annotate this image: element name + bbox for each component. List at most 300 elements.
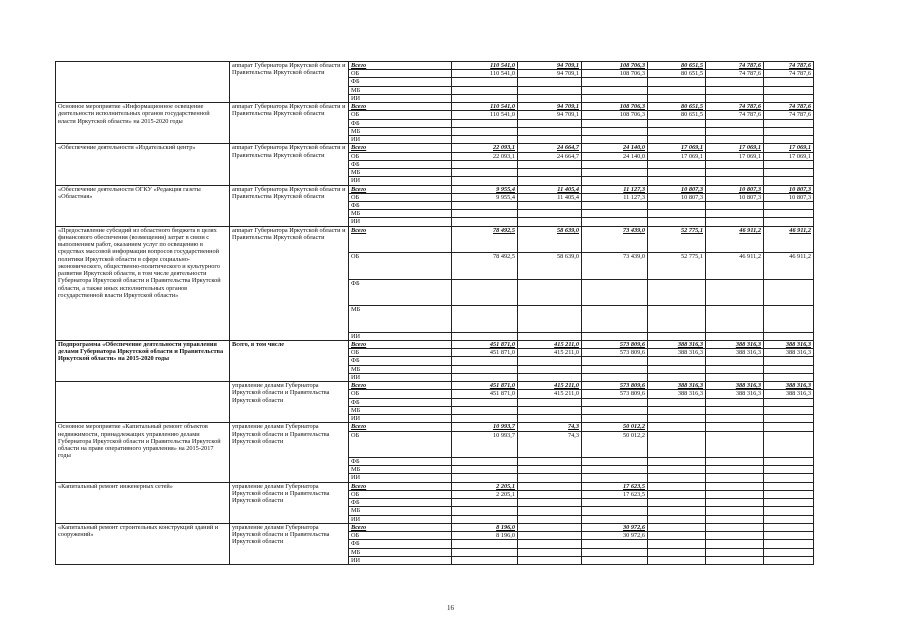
amount-cell: [764, 540, 814, 548]
amount-cell: [648, 423, 706, 431]
amount-cell: [764, 415, 814, 423]
amount-cell: 10 807,3: [648, 193, 706, 201]
amount-cell: [518, 415, 582, 423]
amount-cell: [648, 94, 706, 102]
amount-cell: 388 316,3: [764, 340, 814, 348]
amount-cell: [582, 210, 648, 218]
amount-cell: [648, 499, 706, 507]
funding-source: ОБ: [349, 111, 452, 119]
amount-cell: 74 787,6: [764, 70, 814, 78]
amount-cell: 80 651,5: [648, 111, 706, 119]
amount-cell: [452, 169, 518, 177]
amount-cell: [706, 357, 764, 365]
amount-cell: [706, 515, 764, 523]
amount-cell: [518, 94, 582, 102]
funding-source: ОБ: [349, 253, 452, 280]
amount-cell: [764, 136, 814, 144]
amount-cell: [648, 482, 706, 490]
amount-cell: [764, 127, 814, 135]
amount-cell: [648, 540, 706, 548]
amount-cell: [518, 210, 582, 218]
amount-cell: [518, 78, 582, 86]
amount-cell: [518, 406, 582, 414]
amount-cell: [706, 373, 764, 381]
amount-cell: 388 316,3: [764, 349, 814, 357]
funding-source: ФБ: [349, 540, 452, 548]
amount-cell: 573 809,6: [582, 382, 648, 390]
amount-cell: [706, 474, 764, 482]
funding-source: Всего: [349, 185, 452, 193]
amount-cell: [706, 490, 764, 498]
table-row: [56, 482, 814, 490]
amount-cell: [706, 136, 764, 144]
amount-cell: [452, 160, 518, 168]
amount-cell: 30 972,6: [582, 532, 648, 540]
amount-cell: [706, 499, 764, 507]
funding-source: ИИ: [349, 177, 452, 185]
amount-cell: [706, 201, 764, 209]
amount-cell: [706, 523, 764, 531]
amount-cell: [706, 86, 764, 94]
amount-cell: [648, 515, 706, 523]
amount-cell: [582, 556, 648, 564]
funding-source: МБ: [349, 466, 452, 474]
amount-cell: [764, 474, 814, 482]
amount-cell: 8 196,0: [452, 523, 518, 531]
amount-cell: 573 809,6: [582, 340, 648, 348]
amount-cell: [648, 119, 706, 127]
amount-cell: [452, 119, 518, 127]
amount-cell: [706, 332, 764, 340]
amount-cell: 50 012,2: [582, 423, 648, 431]
amount-cell: [452, 86, 518, 94]
funding-source: Всего: [349, 144, 452, 152]
amount-cell: [648, 523, 706, 531]
amount-cell: [582, 406, 648, 414]
amount-cell: [518, 507, 582, 515]
amount-cell: [764, 177, 814, 185]
funding-source: ИИ: [349, 474, 452, 482]
amount-cell: 415 211,0: [518, 382, 582, 390]
amount-cell: [518, 218, 582, 226]
funding-source: МБ: [349, 86, 452, 94]
amount-cell: [518, 548, 582, 556]
amount-cell: [706, 177, 764, 185]
amount-cell: [452, 306, 518, 333]
amount-cell: [648, 532, 706, 540]
amount-cell: [764, 507, 814, 515]
amount-cell: 17 069,1: [648, 144, 706, 152]
amount-cell: 74 787,6: [764, 62, 814, 70]
amount-cell: [648, 78, 706, 86]
table-body: [56, 62, 814, 565]
table-row: [56, 340, 814, 348]
amount-cell: [706, 94, 764, 102]
funding-source: Всего: [349, 423, 452, 431]
amount-cell: 94 709,1: [518, 111, 582, 119]
amount-cell: 46 911,2: [764, 253, 814, 280]
amount-cell: [452, 94, 518, 102]
amount-cell: 74 787,6: [706, 111, 764, 119]
amount-cell: [648, 218, 706, 226]
amount-cell: [518, 540, 582, 548]
amount-cell: [518, 332, 582, 340]
amount-cell: [518, 201, 582, 209]
amount-cell: 388 316,3: [648, 382, 706, 390]
amount-cell: 17 069,1: [648, 152, 706, 160]
amount-cell: [764, 398, 814, 406]
amount-cell: [518, 127, 582, 135]
amount-cell: 24 664,7: [518, 152, 582, 160]
amount-cell: [764, 431, 814, 458]
amount-cell: 24 664,7: [518, 144, 582, 152]
amount-cell: [764, 119, 814, 127]
amount-cell: [706, 548, 764, 556]
amount-cell: [648, 415, 706, 423]
amount-cell: [764, 406, 814, 414]
amount-cell: [764, 532, 814, 540]
funding-source: МБ: [349, 406, 452, 414]
amount-cell: [706, 431, 764, 458]
table-row: [56, 382, 814, 390]
amount-cell: [648, 332, 706, 340]
funding-source: ИИ: [349, 415, 452, 423]
amount-cell: 74 787,6: [764, 111, 814, 119]
amount-cell: [648, 279, 706, 306]
amount-cell: 74 787,6: [706, 70, 764, 78]
amount-cell: [648, 160, 706, 168]
amount-cell: 74,3: [518, 423, 582, 431]
table-row: [56, 523, 814, 531]
amount-cell: [648, 86, 706, 94]
amount-cell: 2 205,1: [452, 482, 518, 490]
event-description: [56, 62, 230, 103]
funding-source: Всего: [349, 62, 452, 70]
amount-cell: [648, 406, 706, 414]
amount-cell: [582, 279, 648, 306]
amount-cell: [452, 365, 518, 373]
funding-source: ОБ: [349, 431, 452, 458]
amount-cell: [764, 218, 814, 226]
amount-cell: 10 993,7: [452, 423, 518, 431]
amount-cell: [648, 458, 706, 466]
amount-cell: [452, 210, 518, 218]
funding-source: МБ: [349, 306, 452, 333]
amount-cell: [764, 373, 814, 381]
event-description: Основное мероприятие «Информационное освещение деятельности исполнительных органов государственной власти Иркутской области» на 2015-2020 годы: [56, 103, 230, 144]
amount-cell: 17 623,5: [582, 490, 648, 498]
amount-cell: 78 492,5: [452, 226, 518, 253]
amount-cell: 73 439,0: [582, 253, 648, 280]
amount-cell: [582, 136, 648, 144]
amount-cell: [452, 466, 518, 474]
amount-cell: [764, 458, 814, 466]
amount-cell: [518, 160, 582, 168]
amount-cell: [582, 94, 648, 102]
amount-cell: [648, 398, 706, 406]
amount-cell: [582, 169, 648, 177]
amount-cell: [706, 365, 764, 373]
amount-cell: 388 316,3: [706, 340, 764, 348]
amount-cell: [582, 398, 648, 406]
amount-cell: 451 871,0: [452, 390, 518, 398]
table-row: [56, 62, 814, 70]
amount-cell: 388 316,3: [648, 390, 706, 398]
amount-cell: [518, 482, 582, 490]
amount-cell: 451 871,0: [452, 382, 518, 390]
amount-cell: [582, 466, 648, 474]
amount-cell: [518, 306, 582, 333]
funding-source: МБ: [349, 127, 452, 135]
amount-cell: [648, 556, 706, 564]
amount-cell: [582, 306, 648, 333]
amount-cell: 10 807,3: [706, 185, 764, 193]
amount-cell: 388 316,3: [648, 349, 706, 357]
amount-cell: [582, 499, 648, 507]
funding-source: Всего: [349, 226, 452, 253]
amount-cell: [706, 458, 764, 466]
amount-cell: 46 911,2: [764, 226, 814, 253]
amount-cell: [764, 169, 814, 177]
funding-source: Всего: [349, 523, 452, 531]
table-row: [56, 185, 814, 193]
amount-cell: [518, 523, 582, 531]
amount-cell: [764, 357, 814, 365]
amount-cell: [764, 490, 814, 498]
amount-cell: [452, 548, 518, 556]
amount-cell: [764, 78, 814, 86]
amount-cell: 388 316,3: [706, 390, 764, 398]
amount-cell: 17 069,1: [764, 152, 814, 160]
funding-source: ОБ: [349, 193, 452, 201]
funding-source: ИИ: [349, 94, 452, 102]
funding-source: МБ: [349, 169, 452, 177]
event-description: [56, 382, 230, 423]
amount-cell: [764, 556, 814, 564]
amount-cell: [648, 373, 706, 381]
amount-cell: [518, 499, 582, 507]
amount-cell: 11 405,4: [518, 193, 582, 201]
responsible-organization: управление делами Губернатора Иркутской области и Правительства Иркутской области: [230, 423, 349, 482]
amount-cell: [518, 466, 582, 474]
amount-cell: [706, 78, 764, 86]
amount-cell: [518, 86, 582, 94]
amount-cell: [764, 482, 814, 490]
amount-cell: [706, 279, 764, 306]
amount-cell: 388 316,3: [648, 340, 706, 348]
amount-cell: [764, 160, 814, 168]
amount-cell: [648, 177, 706, 185]
amount-cell: [764, 201, 814, 209]
amount-cell: 415 211,0: [518, 390, 582, 398]
amount-cell: [452, 398, 518, 406]
amount-cell: [764, 365, 814, 373]
amount-cell: [518, 373, 582, 381]
amount-cell: 110 541,0: [452, 103, 518, 111]
amount-cell: [582, 548, 648, 556]
amount-cell: [706, 127, 764, 135]
amount-cell: 451 871,0: [452, 340, 518, 348]
table-row: [56, 103, 814, 111]
amount-cell: [518, 365, 582, 373]
funding-source: ФБ: [349, 201, 452, 209]
amount-cell: [452, 507, 518, 515]
funding-source: ФБ: [349, 160, 452, 168]
funding-source: ОБ: [349, 152, 452, 160]
amount-cell: [452, 78, 518, 86]
amount-cell: [582, 373, 648, 381]
amount-cell: 10 807,3: [706, 193, 764, 201]
amount-cell: [764, 548, 814, 556]
funding-source: ФБ: [349, 499, 452, 507]
amount-cell: 80 651,5: [648, 62, 706, 70]
amount-cell: 415 211,0: [518, 349, 582, 357]
funding-source: ОБ: [349, 70, 452, 78]
amount-cell: [706, 415, 764, 423]
amount-cell: 52 775,1: [648, 253, 706, 280]
amount-cell: [518, 474, 582, 482]
responsible-organization: управление делами Губернатора Иркутской области и Правительства Иркутской области: [230, 382, 349, 423]
amount-cell: 11 127,3: [582, 193, 648, 201]
amount-cell: [518, 490, 582, 498]
amount-cell: 24 140,0: [582, 152, 648, 160]
amount-cell: [648, 365, 706, 373]
responsible-organization: аппарат Губернатора Иркутской области и Правительства Иркутской области: [230, 185, 349, 226]
amount-cell: 74 787,6: [706, 103, 764, 111]
amount-cell: 8 196,0: [452, 532, 518, 540]
table-row: [56, 226, 814, 253]
amount-cell: [706, 507, 764, 515]
amount-cell: 10 807,3: [764, 185, 814, 193]
amount-cell: [582, 177, 648, 185]
amount-cell: 110 541,0: [452, 111, 518, 119]
amount-cell: [582, 201, 648, 209]
amount-cell: 24 140,0: [582, 144, 648, 152]
amount-cell: [518, 169, 582, 177]
amount-cell: 10 807,3: [764, 193, 814, 201]
amount-cell: [518, 458, 582, 466]
amount-cell: [764, 94, 814, 102]
amount-cell: 388 316,3: [764, 390, 814, 398]
amount-cell: 94 709,1: [518, 103, 582, 111]
amount-cell: [706, 398, 764, 406]
amount-cell: [706, 406, 764, 414]
amount-cell: [582, 474, 648, 482]
funding-source: ИИ: [349, 136, 452, 144]
responsible-organization: аппарат Губернатора Иркутской области и Правительства Иркутской области: [230, 144, 349, 185]
amount-cell: 11 127,3: [582, 185, 648, 193]
responsible-organization: аппарат Губернатора Иркутской области и Правительства Иркутской области: [230, 62, 349, 103]
amount-cell: [648, 490, 706, 498]
funding-source: МБ: [349, 507, 452, 515]
amount-cell: [582, 78, 648, 86]
amount-cell: [582, 415, 648, 423]
amount-cell: 73 439,0: [582, 226, 648, 253]
budget-table: [55, 61, 814, 565]
amount-cell: [452, 136, 518, 144]
amount-cell: 46 911,2: [706, 226, 764, 253]
amount-cell: [706, 169, 764, 177]
amount-cell: [764, 332, 814, 340]
amount-cell: [452, 332, 518, 340]
funding-source: ИИ: [349, 218, 452, 226]
responsible-organization: Всего, в том числе: [230, 340, 349, 381]
amount-cell: 94 709,1: [518, 70, 582, 78]
amount-cell: [582, 507, 648, 515]
amount-cell: [452, 406, 518, 414]
responsible-organization: управление делами Губернатора Иркутской области и Правительства Иркутской области: [230, 523, 349, 564]
amount-cell: 46 911,2: [706, 253, 764, 280]
amount-cell: [452, 474, 518, 482]
amount-cell: [452, 556, 518, 564]
amount-cell: 52 775,1: [648, 226, 706, 253]
amount-cell: [764, 523, 814, 531]
amount-cell: [518, 119, 582, 127]
amount-cell: [452, 415, 518, 423]
amount-cell: 10 993,7: [452, 431, 518, 458]
amount-cell: [582, 365, 648, 373]
amount-cell: 74,3: [518, 431, 582, 458]
amount-cell: [582, 127, 648, 135]
amount-cell: [764, 86, 814, 94]
amount-cell: 451 871,0: [452, 349, 518, 357]
amount-cell: [648, 466, 706, 474]
funding-source: ОБ: [349, 349, 452, 357]
funding-source: ИИ: [349, 556, 452, 564]
amount-cell: 388 316,3: [706, 349, 764, 357]
amount-cell: 108 706,3: [582, 111, 648, 119]
amount-cell: 108 706,3: [582, 70, 648, 78]
amount-cell: [452, 357, 518, 365]
page-number: 16: [447, 604, 454, 612]
funding-source: ОБ: [349, 390, 452, 398]
amount-cell: 110 541,0: [452, 70, 518, 78]
event-description: Подпрограмма «Обеспечение деятельности управления делами Губернатора Иркутской области и Правительства Иркутской области» на 2015-2020 годы: [56, 340, 230, 381]
amount-cell: [452, 127, 518, 135]
amount-cell: 17 069,1: [764, 144, 814, 152]
amount-cell: 74 787,6: [764, 103, 814, 111]
amount-cell: [648, 431, 706, 458]
amount-cell: [518, 515, 582, 523]
amount-cell: [582, 515, 648, 523]
funding-source: ФБ: [349, 398, 452, 406]
funding-source: Всего: [349, 103, 452, 111]
amount-cell: 30 972,6: [582, 523, 648, 531]
amount-cell: [706, 119, 764, 127]
amount-cell: 80 651,5: [648, 70, 706, 78]
amount-cell: 388 316,3: [764, 382, 814, 390]
amount-cell: [648, 169, 706, 177]
funding-source: ФБ: [349, 78, 452, 86]
amount-cell: [452, 499, 518, 507]
amount-cell: [648, 548, 706, 556]
funding-source: ОБ: [349, 490, 452, 498]
funding-source: ИИ: [349, 373, 452, 381]
amount-cell: [582, 86, 648, 94]
amount-cell: [764, 306, 814, 333]
amount-cell: 58 639,0: [518, 253, 582, 280]
funding-source: ФБ: [349, 458, 452, 466]
amount-cell: [452, 201, 518, 209]
amount-cell: [706, 540, 764, 548]
amount-cell: [518, 177, 582, 185]
funding-source: МБ: [349, 548, 452, 556]
amount-cell: 9 955,4: [452, 193, 518, 201]
amount-cell: [648, 474, 706, 482]
amount-cell: [452, 515, 518, 523]
amount-cell: [452, 177, 518, 185]
amount-cell: [582, 160, 648, 168]
